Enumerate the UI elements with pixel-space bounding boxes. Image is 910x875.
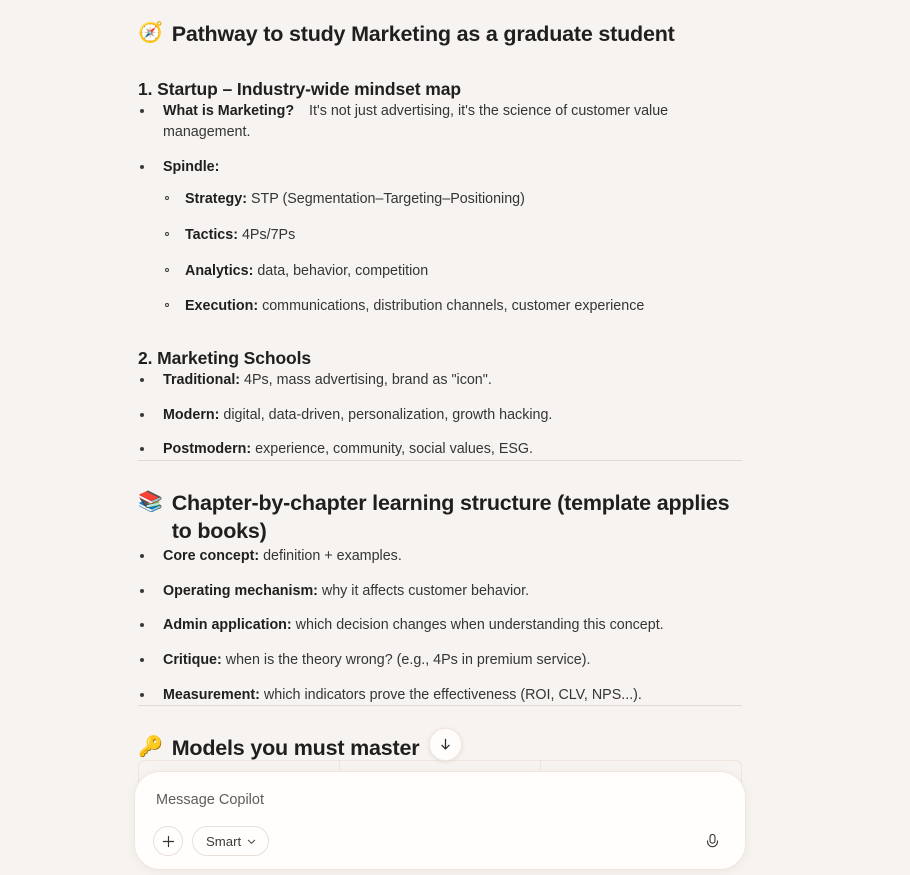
- compass-emoji: 🧭: [138, 22, 163, 44]
- sub-list-item-label: Strategy:: [185, 191, 247, 208]
- section-3-heading: [138, 489, 742, 546]
- list-item: [138, 546, 742, 567]
- sub-list-item-label: Tactics:: [185, 227, 238, 243]
- arrow-down-icon: [438, 737, 453, 752]
- section-1-sublist: [163, 189, 742, 317]
- list-item: [138, 615, 742, 636]
- sub-list-item-label: Analytics:: [185, 262, 254, 279]
- list-item-label: What is Marketing?: [163, 103, 295, 120]
- section-3-heading-text: Chapter-by-chapter learning structure (template applies to books): [171, 491, 730, 544]
- list-item: [138, 685, 742, 706]
- list-item-label: Critique:: [163, 651, 222, 668]
- list-item-text: which indicators prove the effectiveness (ROI, CLV, NPS...).: [263, 686, 642, 703]
- section-divider: [138, 460, 742, 461]
- list-item-text: why it affects customer behavior.: [321, 582, 530, 599]
- composer-toolbar: [153, 826, 727, 856]
- list-item-text: when is the theory wrong? (e.g., 4Ps in premium service).: [225, 651, 591, 668]
- list-item: [138, 157, 742, 318]
- sub-list-item-text: data, behavior, competition: [257, 262, 429, 279]
- sub-list-item: [163, 296, 742, 317]
- list-item: [138, 101, 742, 142]
- mode-selector-label: Smart: [206, 833, 242, 849]
- books-emoji: 📚: [138, 491, 163, 514]
- mode-selector-button[interactable]: [192, 826, 269, 856]
- list-item: [138, 370, 742, 391]
- section-divider: [138, 705, 742, 706]
- list-item: [138, 439, 742, 460]
- sub-list-item-text: 4Ps/7Ps: [241, 227, 296, 243]
- key-emoji: 🔑: [138, 736, 163, 759]
- plus-icon: [161, 834, 176, 849]
- sub-list-item-label: Execution:: [185, 298, 259, 315]
- list-item: [138, 650, 742, 671]
- assistant-message: [138, 20, 742, 763]
- list-item-label: Traditional:: [163, 371, 241, 388]
- list-item: [138, 581, 742, 602]
- sub-list-item: [163, 189, 742, 210]
- list-item-label: Spindle:: [163, 158, 220, 175]
- list-item-text: definition + examples.: [263, 547, 402, 564]
- list-item-text: 4Ps, mass advertising, brand as "icon".: [244, 371, 492, 388]
- list-item-label: Modern:: [163, 406, 220, 423]
- voice-input-button[interactable]: [697, 826, 727, 856]
- sub-list-item: [163, 261, 742, 282]
- scroll-to-bottom-button[interactable]: [429, 728, 462, 761]
- list-item-text: It's not just advertising, it's the science of customer value management.: [163, 103, 669, 140]
- message-title: [138, 20, 742, 48]
- message-composer[interactable]: [134, 771, 746, 870]
- list-item-text: digital, data-driven, personalization, growth hacking.: [223, 406, 553, 423]
- list-item-label: Core concept:: [163, 547, 260, 564]
- section-3-list: [138, 546, 742, 706]
- list-item-label: Measurement:: [163, 686, 260, 703]
- list-item-label: Admin application:: [163, 617, 292, 634]
- section-4-heading-text: Models you must master: [171, 736, 420, 761]
- sub-list-item: [163, 225, 742, 246]
- list-item-label: Operating mechanism:: [163, 582, 318, 599]
- message-input[interactable]: Message Copilot: [156, 792, 264, 808]
- section-1-heading: 1. Startup – Industry-wide mindset map: [138, 79, 461, 100]
- section-1-list: [138, 101, 742, 317]
- microphone-icon: [703, 832, 722, 851]
- sub-list-item-text: STP (Segmentation–Targeting–Positioning): [250, 191, 525, 208]
- chevron-down-icon: [246, 836, 257, 847]
- list-item-label: Postmodern:: [163, 441, 252, 458]
- section-2-list: [138, 370, 742, 460]
- sub-list-item-text: communications, distribution channels, customer experience: [262, 298, 645, 315]
- list-item: [138, 405, 742, 426]
- section-2-heading: 2. Marketing Schools: [138, 348, 312, 369]
- list-item-text: which decision changes when understanding this concept.: [295, 617, 664, 634]
- list-item-text: experience, community, social values, ESG.: [255, 441, 534, 458]
- message-title-text: Pathway to study Marketing as a graduate student: [171, 22, 675, 46]
- add-attachment-button[interactable]: [153, 826, 183, 856]
